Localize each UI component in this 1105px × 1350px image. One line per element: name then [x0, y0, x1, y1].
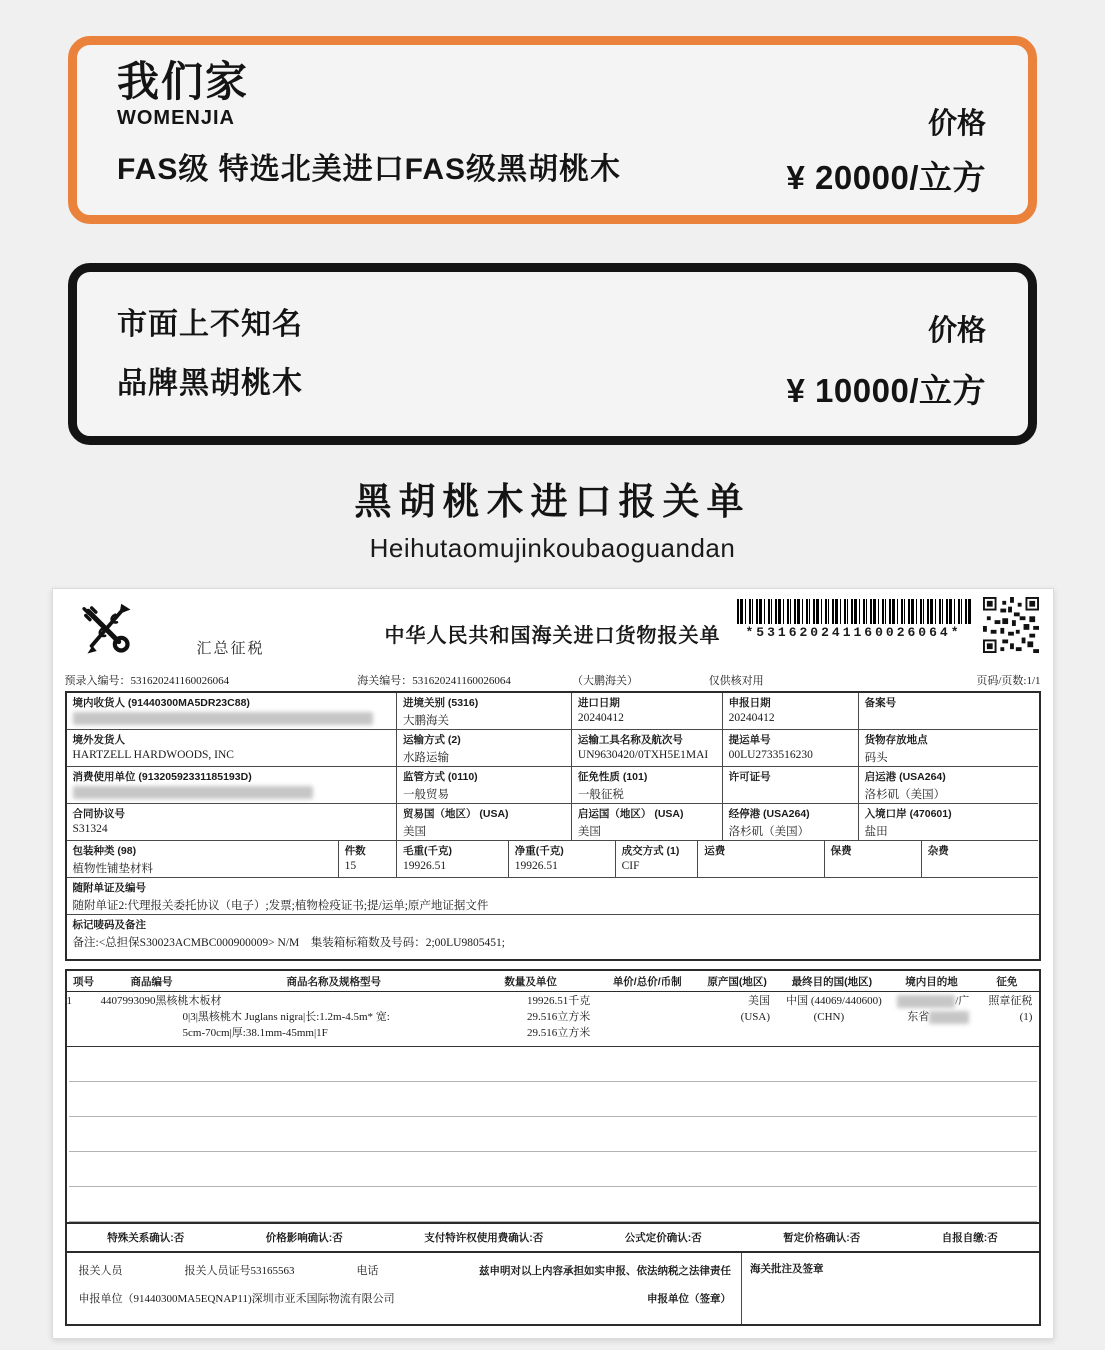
confirm-self-declare: 自报自缴:否 — [941, 1231, 998, 1244]
market-product-card — [68, 263, 1037, 445]
empty-row — [69, 1082, 1037, 1117]
barcode-number: *531620241160026064* — [745, 625, 962, 640]
col-commodity-code: 商品编号 — [130, 975, 173, 988]
col-quantity-unit: 数量及单位 — [504, 975, 557, 988]
declaration-title: 中华人民共和国海关进口货物报关单 — [384, 625, 721, 647]
confirm-price-influence: 价格影响确认:否 — [265, 1231, 343, 1244]
goods-item-no: 1 — [66, 995, 72, 1007]
empty-row — [69, 1117, 1037, 1152]
col-destination-country: 最终目的国(地区) — [791, 975, 873, 988]
field-departure-port: 启运港 (USA264) 洛杉矶（美国） — [859, 767, 1039, 804]
section-heading — [0, 471, 1105, 564]
goods-exemption: 照章征税 (1) — [988, 995, 1033, 1023]
info-row-docs — [67, 878, 1039, 915]
field-bill-number: 提运单号 00LU2733516230 — [723, 730, 859, 767]
pre-entry-number: 预录入编号：531620241160026064 — [64, 675, 230, 687]
confirm-formula-pricing: 公式定价确认:否 — [624, 1231, 702, 1244]
redacted-text — [73, 712, 373, 725]
field-attached-documents: 随附单证及编号 随附单证2:代理报关委托协议（电子）;发票;植物检疫证书;提/运单;原产地证据文件 — [67, 878, 1039, 915]
field-net-weight: 净重(千克) 19926.51 — [509, 841, 616, 878]
col-origin-country: 原产国(地区) — [707, 975, 767, 988]
china-customs-emblem-icon — [79, 601, 133, 657]
phone-label: 电话 — [356, 1264, 379, 1277]
goods-price — [596, 994, 698, 1042]
col-item-no: 项号 — [73, 975, 94, 988]
unit-seal-label: 申报单位（签章） — [647, 1292, 732, 1305]
market-price-block — [787, 296, 986, 412]
field-marks-remarks: 标记唛码及备注 备注:<总担保S30023ACMBC000900009> N/M 集装箱标箱数及号码：2;00LU9805451; — [72, 919, 505, 949]
page-indicator: 页码/页数:1/1 — [976, 675, 1041, 687]
field-contract-number: 合同协议号 S31324 — [67, 804, 397, 841]
qr-code-icon — [983, 597, 1039, 653]
field-transport-name: 运输工具名称及航次号 UN9630420/0TXH5E1MAI — [572, 730, 723, 767]
barcode-image — [737, 599, 971, 624]
check-only-note: 仅供核对用 — [708, 675, 764, 687]
section-title-zh: 黑胡桃木进口报关单 — [354, 481, 751, 522]
field-overseas-shipper: 境外发货人 HARTZELL HARDWOODS, INC — [67, 730, 397, 767]
our-product-card — [68, 36, 1037, 224]
goods-row — [67, 992, 1039, 1047]
goods-name-spec: 4407993090黑核桃木板材 0|3|黑核桃木 Juglans nigra|长:1.2m-4.5m* 宽: 5cm-70cm|厚:38.1mm-45mm|1F — [100, 995, 390, 1039]
customs-declaration-form — [52, 588, 1054, 1339]
customs-number: 海关编号：531620241160026064 — [357, 675, 511, 687]
goods-origin: 美国 (USA) — [740, 995, 771, 1023]
goods-table — [65, 969, 1041, 1326]
info-row-1 — [67, 693, 1039, 730]
market-line1: 市面上不知名 — [117, 308, 303, 341]
our-price-block — [787, 59, 986, 199]
field-trade-country: 贸易国（地区） (USA) 美国 — [397, 804, 572, 841]
field-piece-count: 件数 15 — [339, 841, 397, 878]
our-product-info — [117, 59, 787, 199]
section-title-pinyin: Heihutaomujinkoubaoguandan — [369, 533, 736, 563]
our-price-value: ¥ 20000/立方 — [786, 159, 986, 196]
market-line2: 品牌黑胡桃木 — [117, 366, 303, 400]
info-row-marks — [67, 915, 1039, 959]
field-insurance: 保费 — [825, 841, 922, 878]
col-exemption: 征免 — [996, 975, 1018, 988]
info-row-5 — [67, 841, 1039, 878]
legal-statement: 兹申明对以上内容承担如实申报、依法纳税之法律责任 — [479, 1264, 732, 1277]
empty-row — [69, 1187, 1037, 1222]
field-entry-customs: 进境关别 (5316) 大鹏海关 — [397, 693, 572, 730]
redacted-text — [929, 1011, 969, 1024]
confirm-special-relation: 特殊关系确认:否 — [107, 1231, 185, 1244]
brand-name-zh: 我们家 — [117, 58, 250, 105]
field-gross-weight: 毛重(千克) 19926.51 — [397, 841, 509, 878]
col-price-currency: 单价/总价/币制 — [612, 975, 682, 988]
our-price-label: 价格 — [927, 108, 986, 140]
field-storage-place: 货物存放地点 码头 — [859, 730, 1039, 767]
declaration-header — [65, 597, 1041, 667]
brand-name-en: WOMENJIA — [117, 107, 235, 130]
summary-tax-stamp: 汇总征税 — [196, 641, 265, 657]
field-freight: 运费 — [698, 841, 824, 878]
field-import-date: 进口日期 20240412 — [572, 693, 723, 730]
goods-table-header — [67, 971, 1039, 992]
agent-cert-number: 报关人员证号53165563 — [184, 1264, 295, 1277]
market-price-value: ¥ 10000/立方 — [786, 372, 986, 409]
empty-row — [69, 1047, 1037, 1082]
barcode-block — [737, 599, 971, 640]
field-transit-port: 经停港 (USA264) 洛杉矶（美国） — [723, 804, 859, 841]
field-license-number: 许可证号 — [723, 767, 859, 804]
info-row-4 — [67, 804, 1039, 841]
goods-destination: 中国 (44069/440600) (CHN) — [786, 995, 882, 1023]
field-domestic-consignee: 境内收货人 (91440300MA5DR23C88) — [67, 693, 397, 730]
declaration-footer — [67, 1253, 1039, 1324]
confirmation-row — [67, 1222, 1039, 1253]
confirm-provisional-price: 暂定价格确认:否 — [783, 1231, 861, 1244]
field-supervision-mode: 监管方式 (0110) 一般贸易 — [397, 767, 572, 804]
field-entry-port: 入境口岸 (470601) 盐田 — [859, 804, 1039, 841]
declarant-block — [67, 1253, 743, 1324]
field-consumer-unit: 消费使用单位 (91320592331185193D) — [67, 767, 397, 804]
goods-quantity: 19926.51千克 29.516立方米 29.516立方米 — [526, 995, 591, 1039]
market-price-label: 价格 — [927, 315, 986, 347]
field-levy-nature: 征免性质 (101) 一般征税 — [572, 767, 723, 804]
goods-domestic-destination: /广 东省 — [888, 994, 975, 1042]
col-commodity-name: 商品名称及规格型号 — [286, 975, 382, 988]
field-packing-type: 包装种类 (98) 植物性铺垫材料 — [67, 841, 339, 878]
redacted-text — [897, 995, 955, 1008]
info-row-3 — [67, 767, 1039, 804]
field-declare-date: 申报日期 20240412 — [723, 693, 859, 730]
market-product-info — [117, 296, 787, 412]
field-departure-country: 启运国（地区） (USA) 美国 — [572, 804, 723, 841]
redacted-text — [73, 786, 313, 799]
customs-endorsement-label: 海关批注及签章 — [750, 1262, 824, 1275]
customs-office: （大鹏海关） — [572, 675, 639, 687]
declaration-info-table — [65, 691, 1041, 961]
field-transport-mode: 运输方式 (2) 水路运输 — [397, 730, 572, 767]
empty-row — [69, 1152, 1037, 1187]
declare-unit-line: 申报单位（91440300MA5EQNAP11)深圳市亚禾国际物流有限公司 — [78, 1292, 395, 1305]
field-transaction-mode: 成交方式 (1) CIF — [616, 841, 699, 878]
declaration-meta-row — [65, 671, 1041, 689]
field-misc-fees: 杂费 — [922, 841, 1039, 878]
info-row-2 — [67, 730, 1039, 767]
agent-label: 报关人员 — [78, 1264, 123, 1277]
confirm-royalty-payment: 支付特许权使用费确认:否 — [424, 1231, 544, 1244]
field-record-number: 备案号 — [859, 693, 1039, 730]
col-domestic-destination: 境内目的地 — [905, 975, 958, 988]
our-product-desc: FAS级 特选北美进口FAS级黑胡桃木 — [117, 153, 622, 187]
customs-endorsement-cell — [742, 1253, 1038, 1324]
